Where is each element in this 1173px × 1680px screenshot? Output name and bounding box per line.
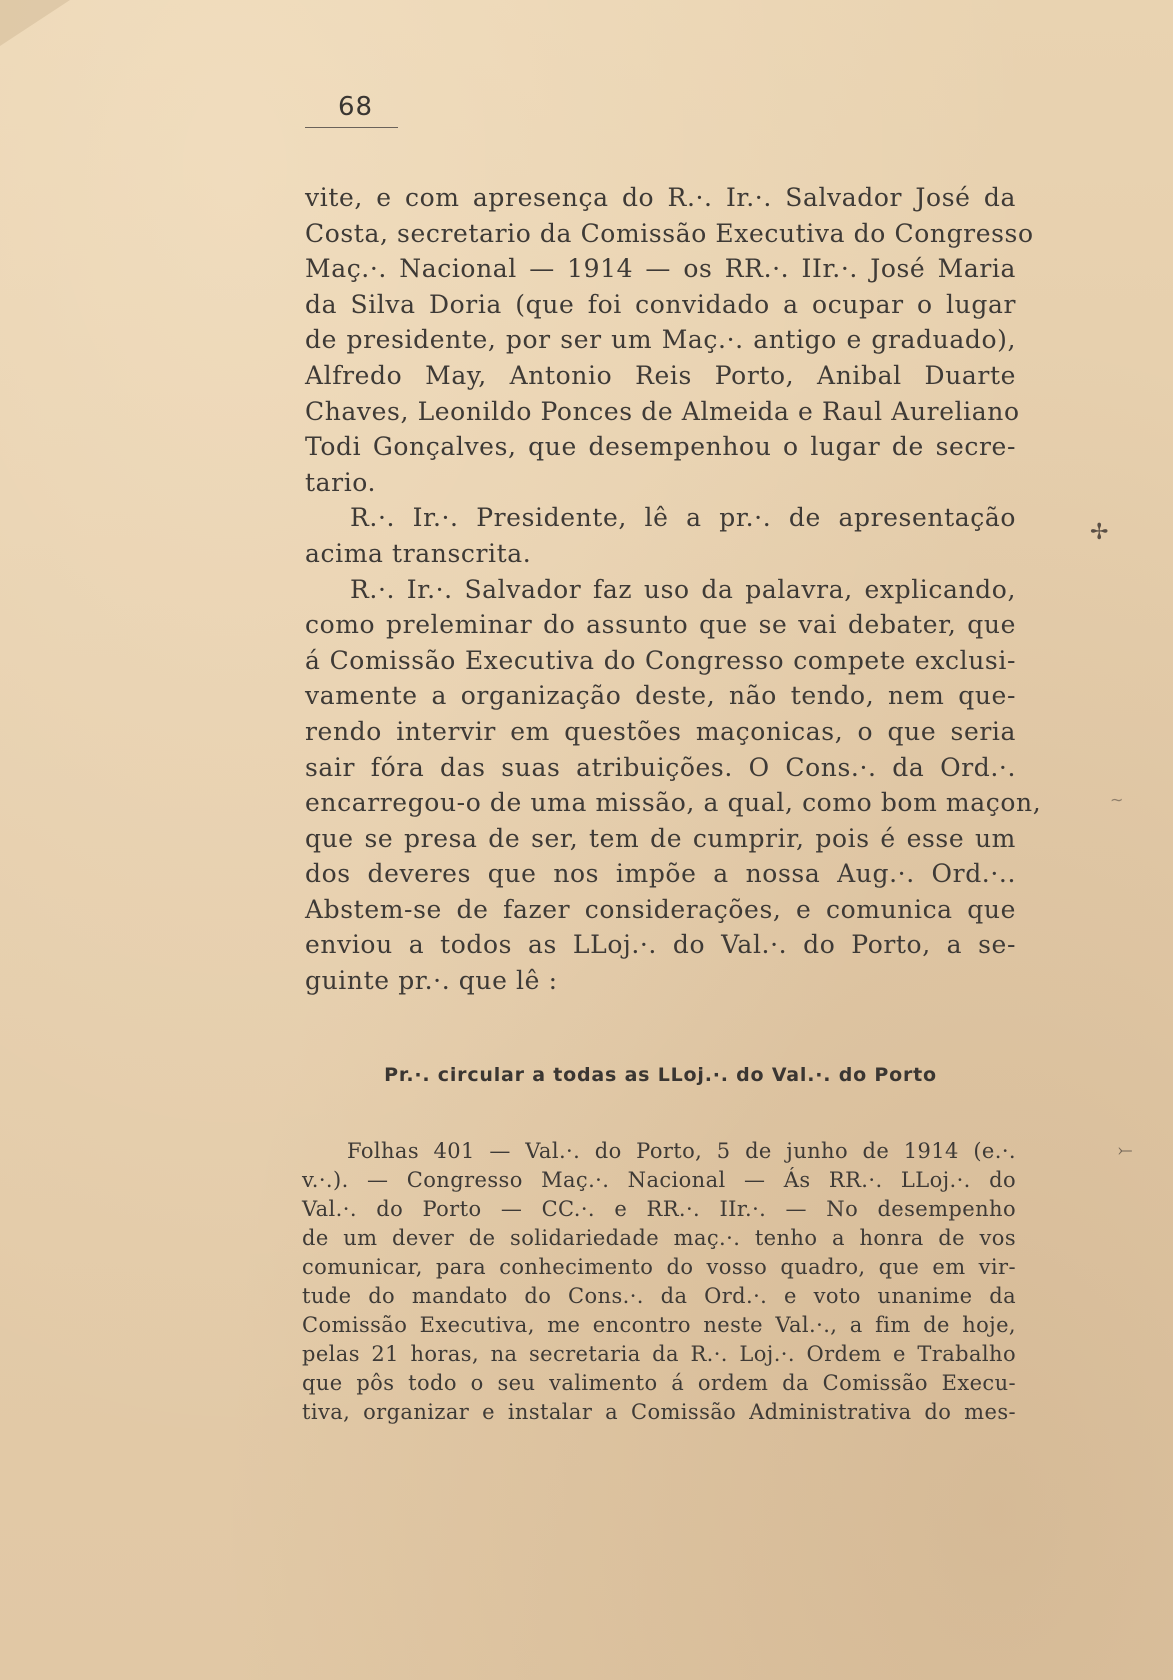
circular-heading: Pr.·. circular a todas as LLoj.·. do Val.·. do Porto bbox=[384, 1064, 937, 1086]
letter-line: v.·.). — Congresso Maç.·. Nacional — Ás RR.·. LLoj.·. do bbox=[302, 1168, 1016, 1192]
body-line: vamente a organização deste, não tendo, nem que- bbox=[305, 681, 1016, 711]
page-corner-shadow bbox=[0, 0, 70, 46]
body-line: R.·. Ir.·. Salvador faz uso da palavra, explicando, bbox=[350, 574, 1016, 604]
page-number-rule bbox=[305, 127, 398, 128]
body-line: á Comissão Executiva do Congresso compete exclusi- bbox=[305, 645, 1016, 675]
body-line: Abstem-se de fazer considerações, e comunica que bbox=[305, 894, 1016, 924]
body-line: dos deveres que nos impõe a nossa Aug.·. Ord.·.. bbox=[305, 859, 1016, 889]
body-line: R.·. Ir.·. Presidente, lê a pr.·. de apresentação bbox=[350, 503, 1016, 533]
letter-line: comunicar, para conhecimento do vosso quadro, que em vir- bbox=[302, 1255, 1016, 1279]
body-line: rendo intervir em questões maçonicas, o que seria bbox=[305, 716, 1016, 746]
body-line: que se presa de ser, tem de cumprir, pois é esse um bbox=[305, 823, 1016, 853]
ink-blot-mark: ✢ bbox=[1090, 520, 1109, 545]
body-line: Todi Gonçalves, que desempenhou o lugar de secre- bbox=[305, 432, 1016, 462]
body-line: vite, e com apresença do R.·. Ir.·. Salvador José da bbox=[305, 183, 1016, 212]
letter-line: tiva, organizar e instalar a Comissão Administrativa do mes- bbox=[302, 1400, 1016, 1424]
body-text bbox=[305, 180, 1042, 999]
body-line: encarregou-o de uma missão, a qual, como bom maçon, bbox=[305, 788, 1042, 818]
letter-line: de um dever de solidariedade maç.·. tenho a honra de vos bbox=[302, 1226, 1016, 1250]
body-line: Costa, secretario da Comissão Executiva do Congresso bbox=[305, 218, 1034, 248]
circular-letter-text bbox=[302, 1137, 1016, 1427]
body-line: guinte pr.·. que lê : bbox=[305, 966, 558, 996]
page-number: 68 bbox=[338, 92, 374, 122]
body-line: tario. bbox=[305, 467, 377, 497]
body-line: enviou a todos as LLoj.·. do Val.·. do Porto, a se- bbox=[305, 930, 1016, 960]
letter-line: Folhas 401 — Val.·. do Porto, 5 de junho de 1914 (e.·. bbox=[347, 1139, 1016, 1163]
letter-line: Comissão Executiva, me encontro neste Val.·., a fim de hoje, bbox=[302, 1313, 1016, 1337]
body-line: Chaves, Leonildo Ponces de Almeida e Raul Aureliano bbox=[305, 396, 1020, 426]
body-line: de presidente, por ser um Maç.·. antigo e graduado), bbox=[305, 325, 1016, 355]
letter-line: pelas 21 horas, na secretaria da R.·. Loj.·. Ordem e Trabalho bbox=[302, 1342, 1016, 1366]
letter-line: Val.·. do Porto — CC.·. e RR.·. IIr.·. — No desempenho bbox=[302, 1197, 1016, 1221]
body-line: acima transcrita. bbox=[305, 538, 532, 568]
letter-line: que pôs todo o seu valimento á ordem da Comissão Execu- bbox=[302, 1371, 1016, 1395]
body-line: Alfredo May, Antonio Reis Porto, Anibal Duarte bbox=[305, 360, 1016, 390]
body-line: da Silva Doria (que foi convidado a ocupar o lugar bbox=[305, 289, 1016, 319]
body-line: Maç.·. Nacional — 1914 — os RR.·. IIr.·. José Maria bbox=[305, 254, 1016, 284]
ink-smudge-mark: ∼ bbox=[1110, 790, 1124, 809]
letter-line: tude do mandato do Cons.·. da Ord.·. e voto unanime da bbox=[302, 1284, 1016, 1308]
body-line: como preleminar do assunto que se vai debater, que bbox=[305, 610, 1016, 640]
body-line: sair fóra das suas atribuições. O Cons.·. da Ord.·. bbox=[305, 752, 1016, 782]
ink-stroke-mark: ⤚ bbox=[1118, 1140, 1133, 1161]
